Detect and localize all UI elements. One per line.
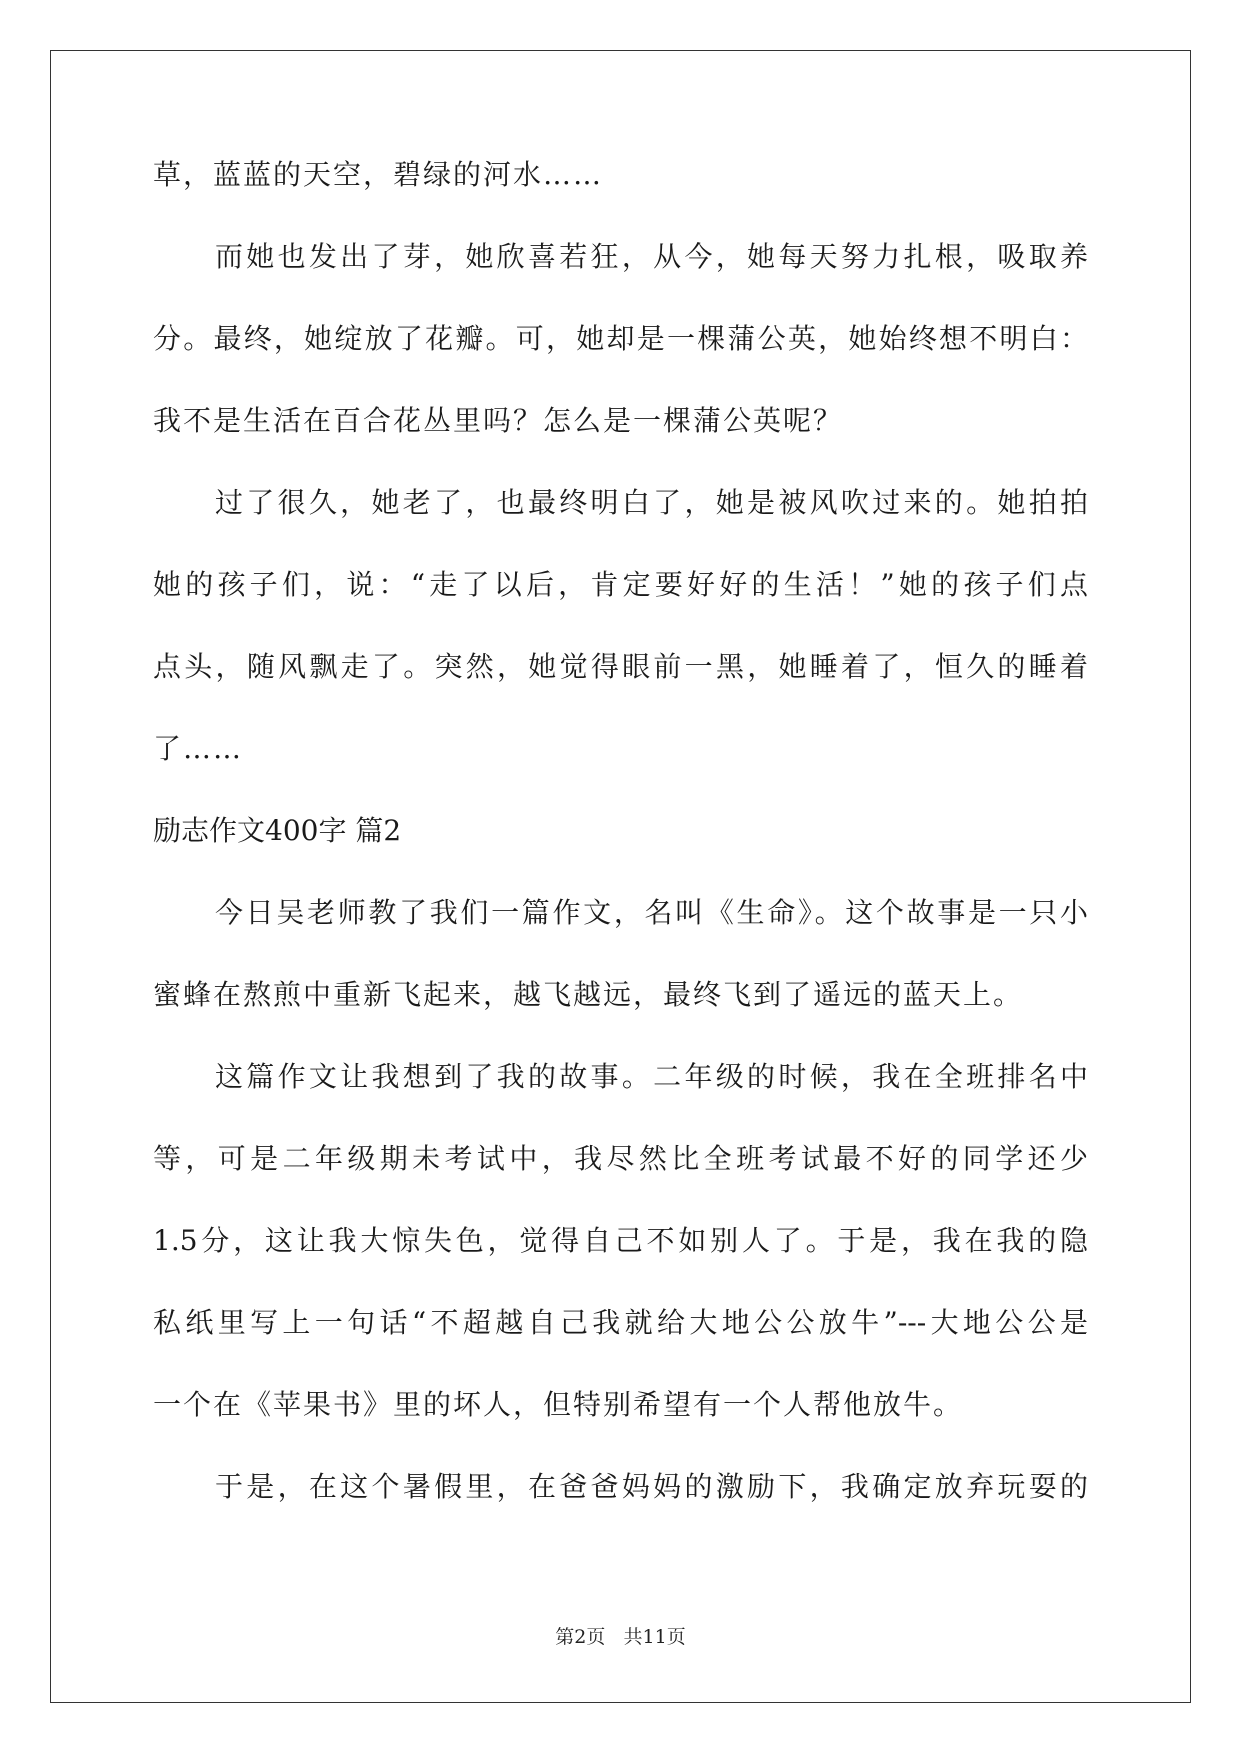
text-line: 了…… — [153, 732, 244, 765]
page-footer — [0, 1622, 1241, 1649]
text-line: 分。最终，她绽放了花瓣。可，她却是一棵蒲公英，她始终想不明白： — [153, 322, 1088, 355]
text-line: 这篇作文让我想到了我的故事。二年级的时候，我在全班排名中 — [215, 1060, 1088, 1093]
text-line: 私纸里写上一句话“不超越自己我就给大地公公放牛”---大地公公是 — [153, 1306, 1088, 1339]
text-line: 过了很久，她老了，也最终明白了，她是被风吹过来的。她拍拍 — [215, 486, 1088, 519]
text-line: 1.5分，这让我大惊失色，觉得自己不如别人了。于是，我在我的隐 — [153, 1224, 1088, 1257]
text-line: 一个在《苹果书》里的坏人，但特别希望有一个人帮他放牛。 — [153, 1388, 964, 1421]
text-line: 而她也发出了芽，她欣喜若狂，从今，她每天努力扎根，吸取养 — [215, 240, 1088, 273]
text-line: 草，蓝蓝的天空，碧绿的河水…… — [153, 158, 604, 191]
text-line: 我不是生活在百合花丛里吗？怎么是一棵蒲公英呢？ — [153, 404, 844, 437]
page-total: 共11页 — [623, 1626, 686, 1648]
text-line: 点头，随风飘走了。突然，她觉得眼前一黑，她睡着了，恒久的睡着 — [153, 650, 1088, 683]
text-line: 于是，在这个暑假里，在爸爸妈妈的激励下，我确定放弃玩耍的 — [215, 1470, 1088, 1503]
section-heading: 励志作文400字 篇2 — [153, 814, 402, 847]
document-body — [153, 160, 1088, 1554]
text-line: 蜜蜂在熬煎中重新飞起来，越飞越远，最终飞到了遥远的蓝天上。 — [153, 978, 1024, 1011]
text-line: 今日吴老师教了我们一篇作文，名叫《生命》。这个故事是一只小 — [215, 896, 1088, 929]
text-line: 等，可是二年级期未考试中，我尽然比全班考试最不好的同学还少 — [153, 1142, 1088, 1175]
page-number: 第2页 — [555, 1626, 606, 1648]
text-line: 她的孩子们，说：“走了以后，肯定要好好的生活！”她的孩子们点 — [153, 568, 1088, 601]
